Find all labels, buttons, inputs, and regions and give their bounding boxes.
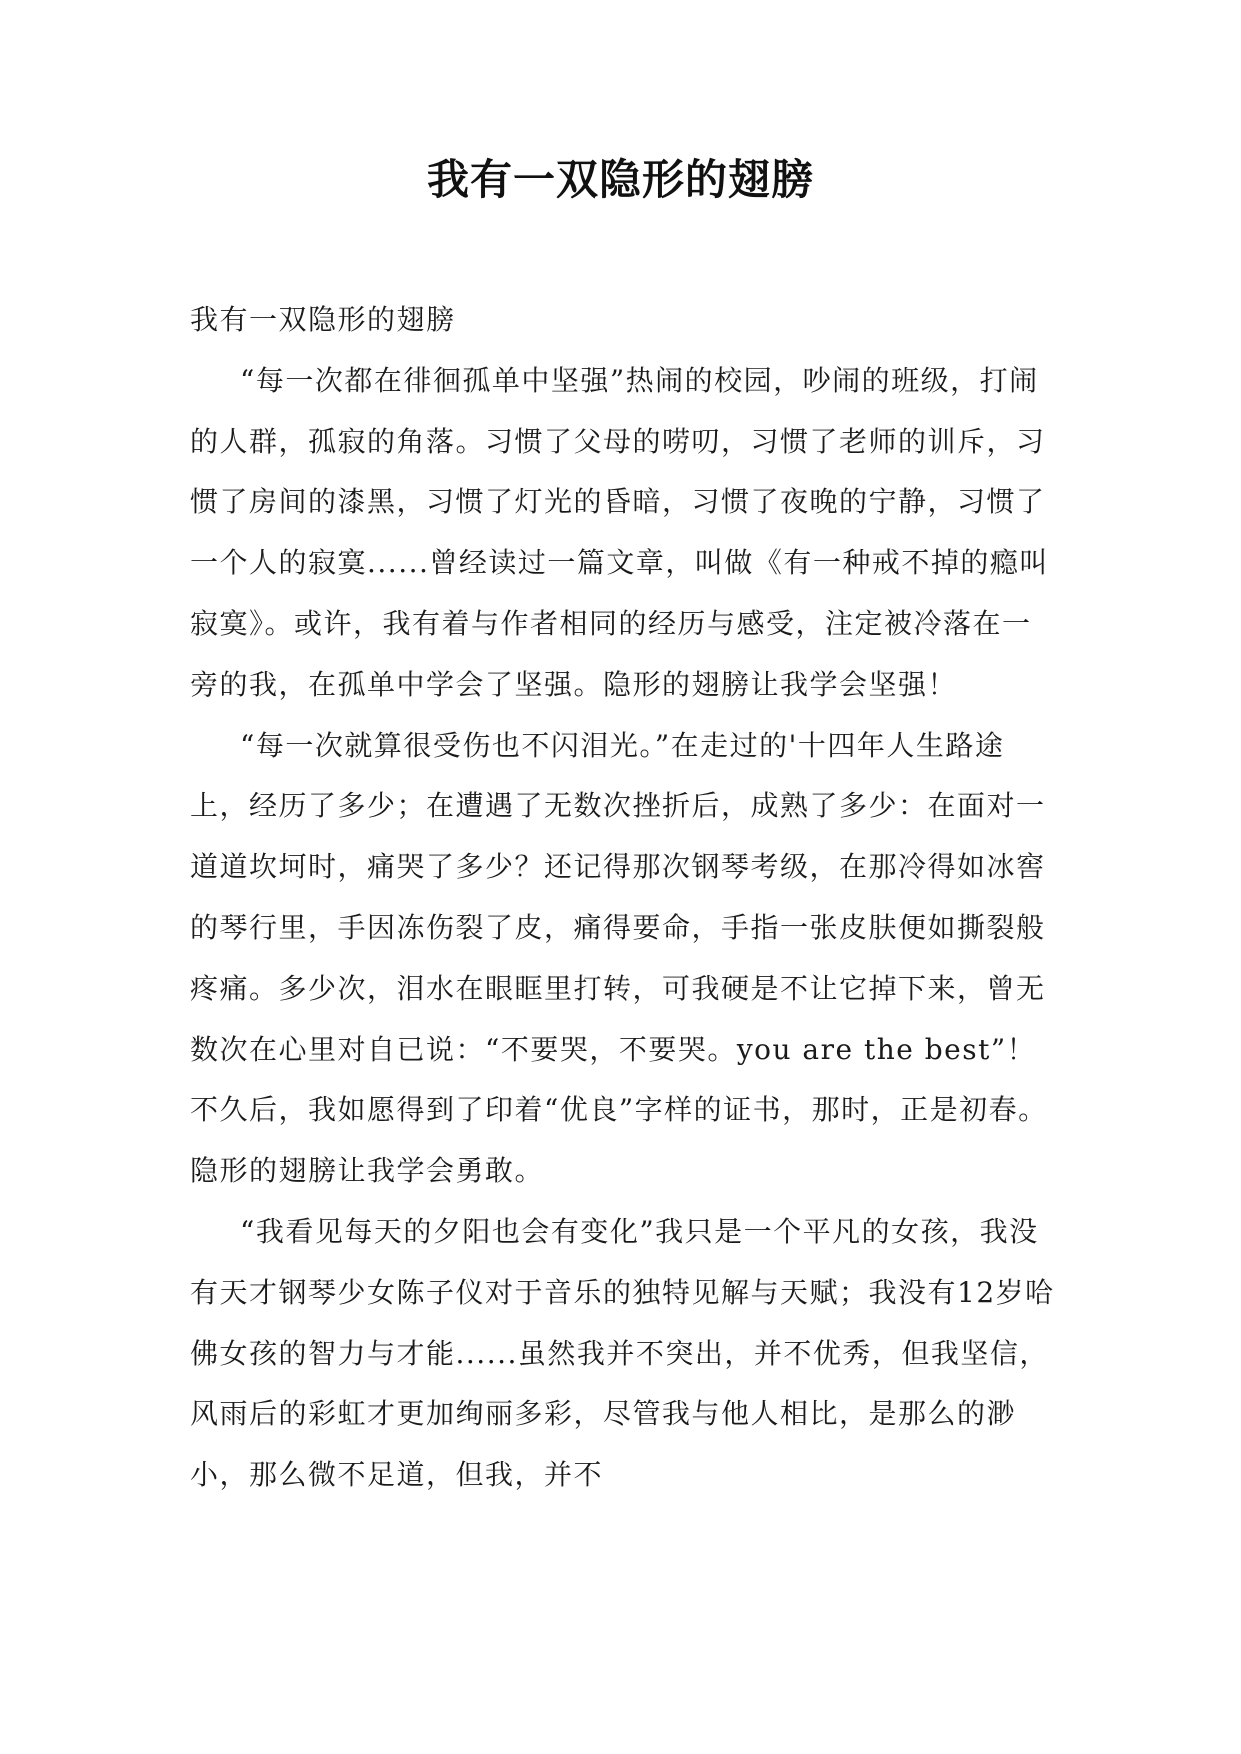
paragraph-1: “每一次都在徘徊孤单中坚强”热闹的校园，吵闹的班级，打闹的人群，孤寂的角落。习惯了父母的唠叨，习惯了老师的训斥，习惯了房间的漆黑，习惯了灯光的昏暗，习惯了夜晚的宁静，习惯了一个人的寂寞......曾经读过一篇文章，叫做《有一种戒不掉的瘾叫寂寞》。或许，我有着与作者相同的经历与感受，注定被冷落在一旁的我，在孤单中学会了坚强。隐形的翅膀让我学会坚强！ xyxy=(190,363,1049,701)
document-body xyxy=(190,290,1058,1506)
article-heading-line: 我有一双隐形的翅膀 xyxy=(190,303,456,336)
document-title: 我有一双隐形的翅膀 xyxy=(426,155,814,204)
paragraph-2: “每一次就算很受伤也不闪泪光。”在走过的'十四年人生路途上，经历了多少；在遭遇了无数次挫折后，成熟了多少：在面对一道道坎坷时，痛哭了多少？还记得那次钢琴考级，在那冷得如冰窖的琴行里，手因冻伤裂了皮，痛得要命，手指一张皮肤便如撕裂般疼痛。多少次，泪水在眼眶里打转，可我硬是不让它掉下来，曾无数次在心里对自已说：“不要哭，不要哭。you are the best”！不久后，我如愿得到了印着“优良”字样的证书，那时，正是初春。隐形的翅膀让我学会勇敢。 xyxy=(190,728,1048,1188)
paragraph-3: “我看见每天的夕阳也会有变化”我只是一个平凡的女孩，我没有天才钢琴少女陈子仪对于音乐的独特见解与天赋；我没有12岁哈佛女孩的智力与才能......虽然我并不突出，并不优秀，但我坚信，风雨后的彩虹才更加绚丽多彩，尽管我与他人相比，是那么的渺小，那么微不足道，但我，并不 xyxy=(190,1214,1055,1492)
